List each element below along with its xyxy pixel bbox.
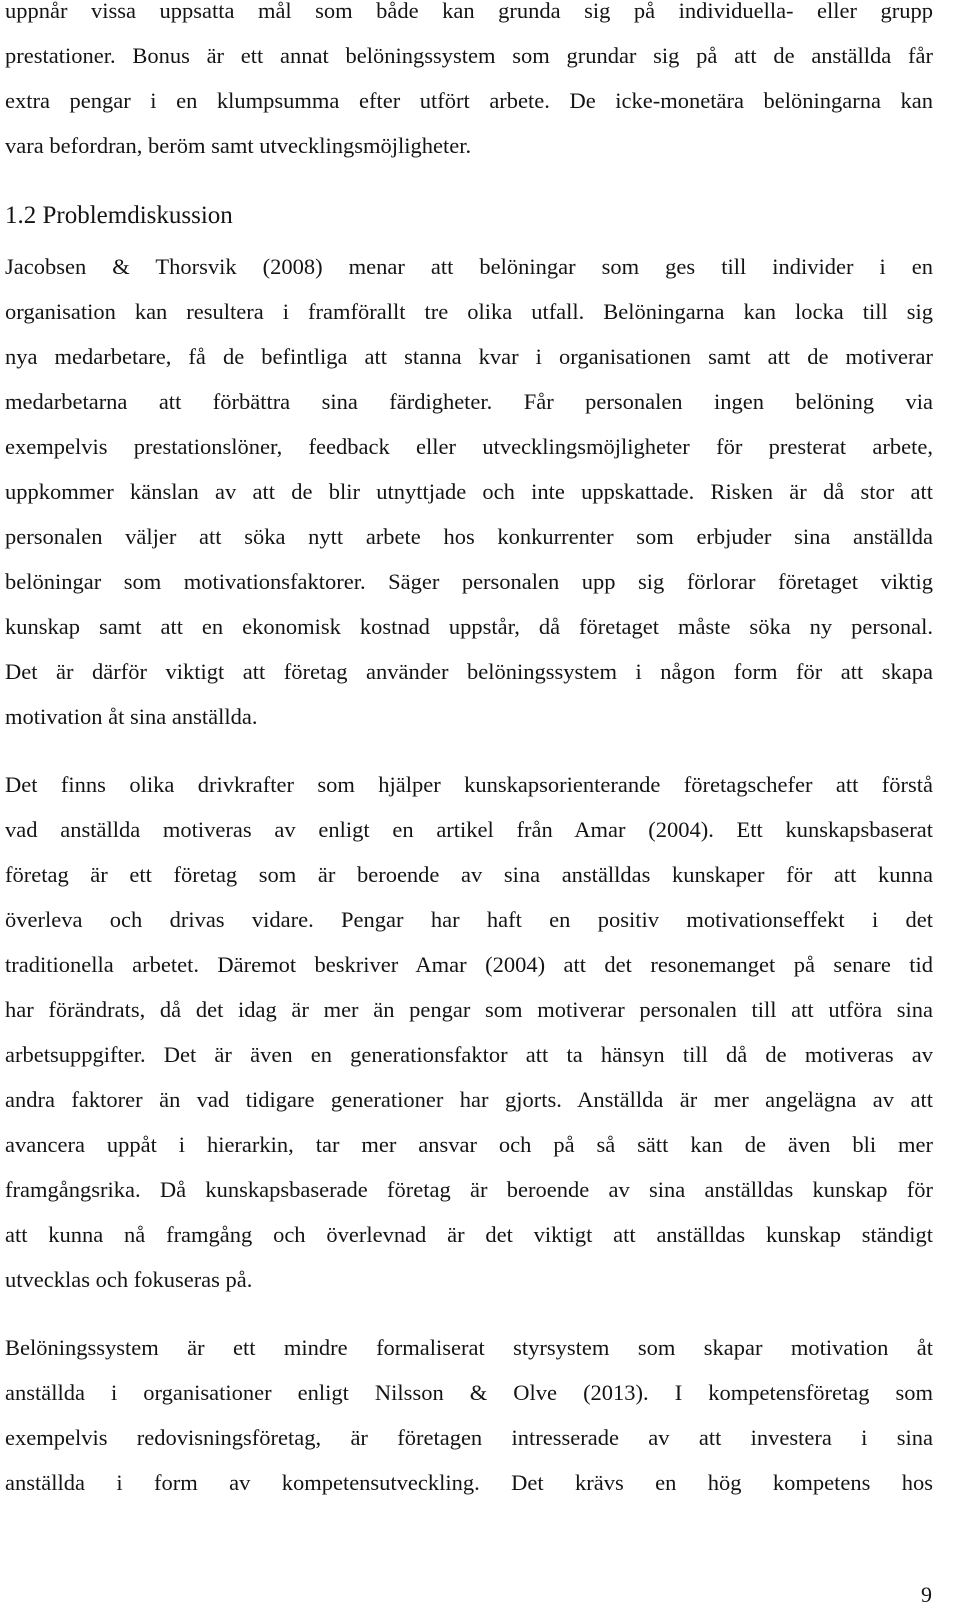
text-line: arbetsuppgifter. Det är även en generationsfaktor att ta hänsyn till då de motiveras av <box>5 1042 933 1067</box>
text-line: vara befordran, beröm samt utvecklingsmöjligheter. <box>5 133 472 158</box>
text-line: uppnår vissa uppsatta mål som både kan grunda sig på individuella- eller grupp <box>5 0 933 23</box>
text-line: kunskap samt att en ekonomisk kostnad uppstår, då företaget måste söka ny personal. <box>5 614 933 639</box>
text-line: överleva och drivas vidare. Pengar har haft en positiv motivationseffekt i det <box>5 907 933 932</box>
text-line: motivation åt sina anställda. <box>5 704 258 729</box>
text-line: anställda i form av kompetensutveckling. Det krävs en hög kompetens hos <box>5 1470 933 1495</box>
text-line: nya medarbetare, få de befintliga att stanna kvar i organisationen samt att de motiverar <box>5 344 933 369</box>
text-line: belöningar som motivationsfaktorer. Säger personalen upp sig förlorar företaget viktig <box>5 569 933 594</box>
text-line: Belöningssystem är ett mindre formaliserat styrsystem som skapar motivation åt <box>5 1335 933 1360</box>
text-line: uppkommer känslan av att de blir utnyttjade och inte uppskattade. Risken är då stor att <box>5 479 933 504</box>
text-line: Det finns olika drivkrafter som hjälper kunskapsorienterande företagschefer att förstå <box>5 772 933 797</box>
text-line: personalen väljer att söka nytt arbete hos konkurrenter som erbjuder sina anställda <box>5 524 933 549</box>
text-line: anställda i organisationer enligt Nilsson & Olve (2013). I kompetensföretag som <box>5 1380 933 1405</box>
text-line: utvecklas och fokuseras på. <box>5 1267 253 1292</box>
text-line: vad anställda motiveras av enligt en artikel från Amar (2004). Ett kunskapsbaserat <box>5 817 933 842</box>
text-line: prestationer. Bonus är ett annat belöningssystem som grundar sig på att de anställda får <box>5 43 933 68</box>
text-line: Jacobsen & Thorsvik (2008) menar att belöningar som ges till individer i en <box>5 254 933 279</box>
text-line: har förändrats, då det idag är mer än pengar som motiverar personalen till att utföra sina <box>5 997 933 1022</box>
text-line: Det är därför viktigt att företag använder belöningssystem i någon form för att skapa <box>5 659 933 684</box>
text-line: framgångsrika. Då kunskapsbaserade företag är beroende av sina anställdas kunskap för <box>5 1177 933 1202</box>
text-line: företag är ett företag som är beroende av sina anställdas kunskaper för att kunna <box>5 862 933 887</box>
page-number: 9 <box>921 1582 932 1607</box>
text-line: exempelvis redovisningsföretag, är företagen intresserade av att investera i sina <box>5 1425 933 1450</box>
text-line: medarbetarna att förbättra sina färdigheter. Får personalen ingen belöning via <box>5 389 933 414</box>
text-line: avancera uppåt i hierarkin, tar mer ansvar och på så sätt kan de även bli mer <box>5 1132 933 1157</box>
text-line: andra faktorer än vad tidigare generationer har gjorts. Anställda är mer angelägna av att <box>5 1087 933 1112</box>
text-line: extra pengar i en klumpsumma efter utfört arbete. De icke-monetära belöningarna kan <box>5 88 933 113</box>
text-line: traditionella arbetet. Däremot beskriver Amar (2004) att det resonemanget på senare tid <box>5 952 933 977</box>
text-line: exempelvis prestationslöner, feedback eller utvecklingsmöjligheter för presterat arbete, <box>5 434 933 459</box>
text-line: att kunna nå framgång och överlevnad är det viktigt att anställdas kunskap ständigt <box>5 1222 933 1247</box>
section-heading: 1.2 Problemdiskussion <box>5 202 233 229</box>
text-line: organisation kan resultera i framförallt tre olika utfall. Belöningarna kan locka till sig <box>5 299 933 324</box>
